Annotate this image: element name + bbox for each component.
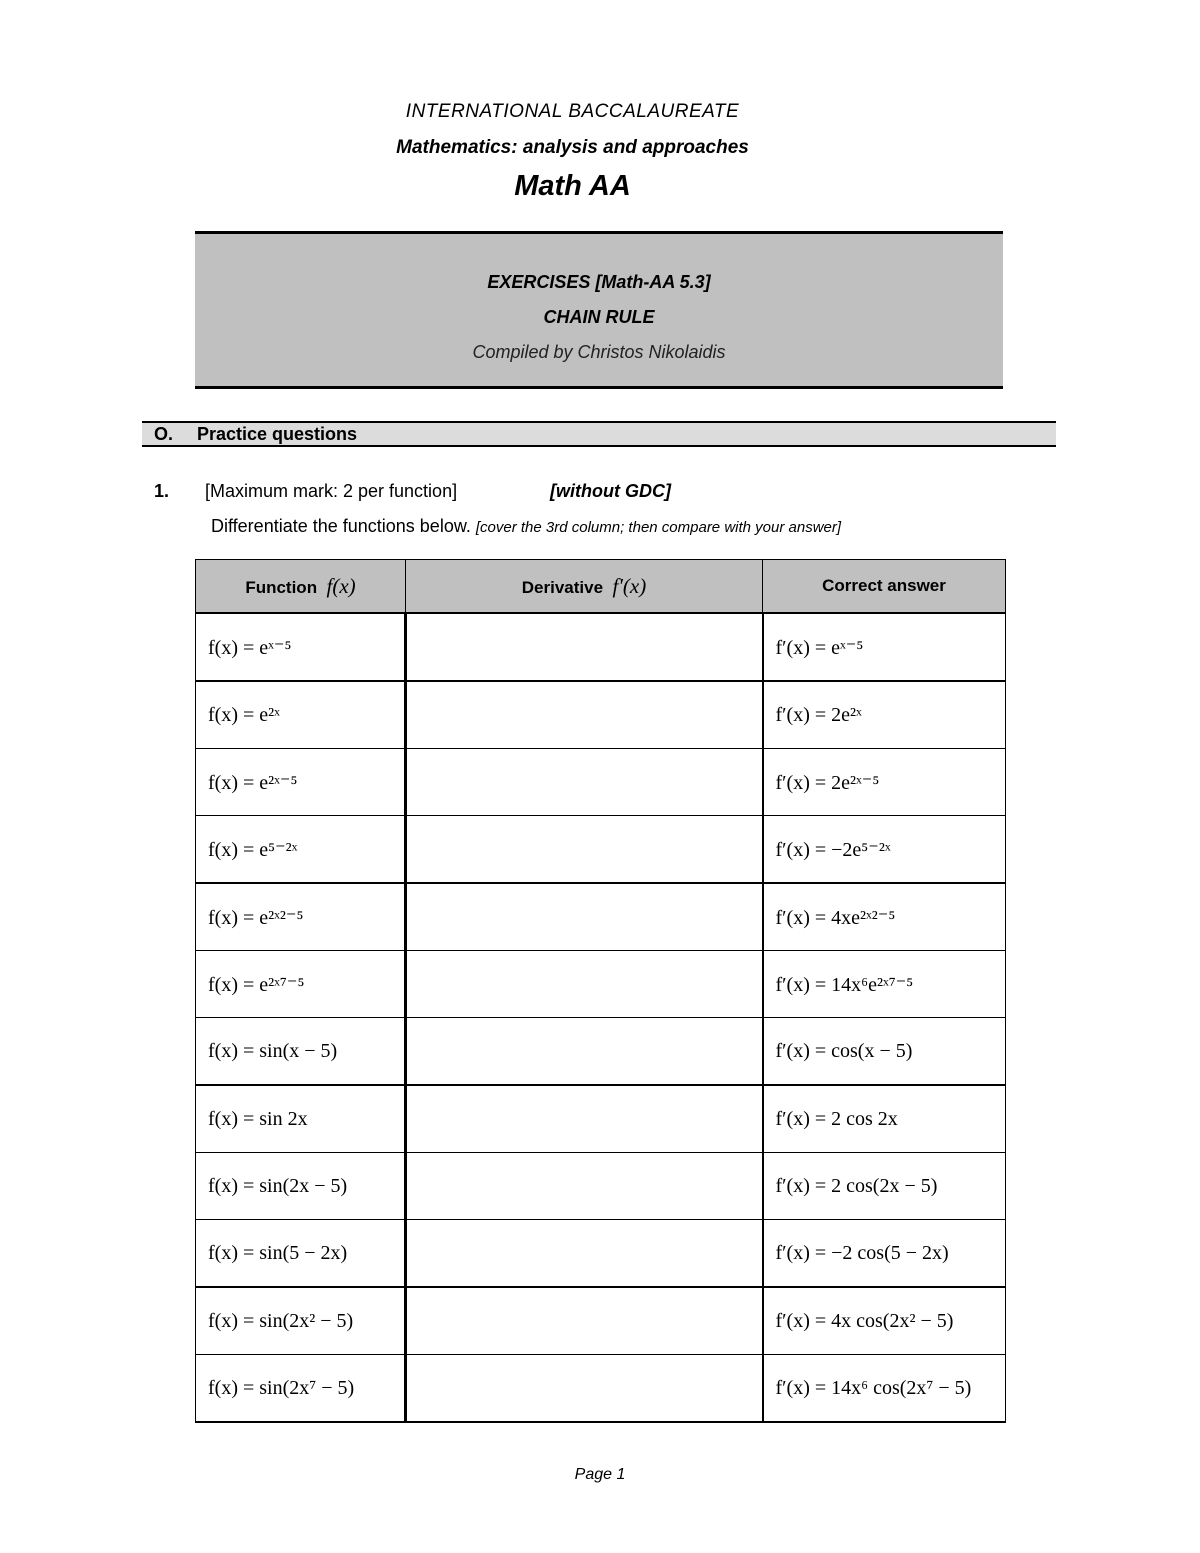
table-row: [196, 816, 1006, 884]
question-instruction: [211, 516, 841, 537]
header-function-label: Function: [245, 577, 318, 597]
table-row: [196, 1355, 1006, 1423]
derivative-answer-cell[interactable]: [406, 749, 763, 816]
function-cell: f(x) = sin 2x: [196, 1085, 406, 1153]
header-derivative-math: f′(x): [612, 573, 647, 598]
exercise-table: [195, 559, 1006, 1423]
correct-answer-cell: f′(x) = 4xe²ˣ²⁻⁵: [763, 883, 1006, 951]
instruction-note: [cover the 3rd column; then compare with your answer]: [475, 519, 842, 536]
table-row: [196, 1085, 1006, 1153]
section-title: Practice questions: [197, 424, 358, 444]
question-marks: [Maximum mark: 2 per function]: [205, 481, 458, 501]
table-row: [196, 681, 1006, 749]
table-row: [196, 1153, 1006, 1220]
header-ib: INTERNATIONAL BACCALAUREATE: [405, 101, 740, 122]
correct-answer-cell: f′(x) = −2 cos(5 − 2x): [763, 1220, 1006, 1288]
correct-answer-cell: f′(x) = 14x⁶ cos(2x⁷ − 5): [763, 1355, 1006, 1423]
derivative-answer-cell[interactable]: [406, 1085, 763, 1153]
title-box-exercises: EXERCISES [Math-AA 5.3]: [487, 272, 711, 292]
table-header-row: [196, 560, 1006, 614]
table-row: [196, 951, 1006, 1018]
function-cell: f(x) = e⁵⁻²ˣ: [196, 816, 406, 884]
function-cell: f(x) = e²ˣ⁻⁵: [196, 749, 406, 816]
table-row: [196, 1018, 1006, 1086]
section-number: O.: [154, 424, 174, 444]
function-cell: f(x) = e²ˣ²⁻⁵: [196, 883, 406, 951]
header-function-math: f(x): [326, 573, 356, 598]
function-cell: f(x) = eˣ⁻⁵: [196, 613, 406, 681]
table-row: [196, 1287, 1006, 1355]
derivative-answer-cell[interactable]: [406, 613, 763, 681]
function-cell: f(x) = sin(x − 5): [196, 1018, 406, 1086]
derivative-answer-cell[interactable]: [406, 816, 763, 884]
correct-answer-cell: f′(x) = 2e²ˣ⁻⁵: [763, 749, 1006, 816]
title-box: [195, 231, 1003, 389]
correct-answer-cell: f′(x) = −2e⁵⁻²ˣ: [763, 816, 1006, 884]
correct-answer-cell: f′(x) = 2 cos 2x: [763, 1085, 1006, 1153]
page-number: Page 1: [574, 1466, 626, 1483]
derivative-answer-cell[interactable]: [406, 681, 763, 749]
function-cell: f(x) = e²ˣ: [196, 681, 406, 749]
table-row: [196, 613, 1006, 681]
table-row: [196, 749, 1006, 816]
correct-answer-cell: f′(x) = 14x⁶e²ˣ⁷⁻⁵: [763, 951, 1006, 1018]
correct-answer-cell: f′(x) = 2e²ˣ: [763, 681, 1006, 749]
header-title: Math AA: [514, 170, 631, 202]
header-function: [196, 560, 406, 614]
correct-answer-cell: f′(x) = 2 cos(2x − 5): [763, 1153, 1006, 1220]
function-cell: f(x) = sin(2x⁷ − 5): [196, 1355, 406, 1423]
title-box-author: Compiled by Christos Nikolaidis: [472, 342, 726, 362]
header-subject: Mathematics: analysis and approaches: [396, 137, 749, 158]
header-answer: Correct answer: [763, 560, 1006, 614]
section-heading: [142, 421, 1056, 447]
derivative-answer-cell[interactable]: [406, 951, 763, 1018]
correct-answer-cell: f′(x) = eˣ⁻⁵: [763, 613, 1006, 681]
question-number: 1.: [154, 481, 170, 501]
function-cell: f(x) = sin(5 − 2x): [196, 1220, 406, 1288]
function-cell: f(x) = sin(2x² − 5): [196, 1287, 406, 1355]
question-gdc: [without GDC]: [550, 481, 671, 501]
derivative-answer-cell[interactable]: [406, 883, 763, 951]
correct-answer-cell: f′(x) = 4x cos(2x² − 5): [763, 1287, 1006, 1355]
header-derivative: [406, 560, 763, 614]
function-cell: f(x) = e²ˣ⁷⁻⁵: [196, 951, 406, 1018]
instruction-text: Differentiate the functions below.: [211, 516, 471, 536]
table-row: [196, 1220, 1006, 1288]
title-box-topic: CHAIN RULE: [543, 307, 655, 327]
header-derivative-label: Derivative: [521, 577, 604, 597]
correct-answer-cell: f′(x) = cos(x − 5): [763, 1018, 1006, 1086]
derivative-answer-cell[interactable]: [406, 1220, 763, 1288]
table-row: [196, 883, 1006, 951]
derivative-answer-cell[interactable]: [406, 1287, 763, 1355]
function-cell: f(x) = sin(2x − 5): [196, 1153, 406, 1220]
derivative-answer-cell[interactable]: [406, 1018, 763, 1086]
derivative-answer-cell[interactable]: [406, 1355, 763, 1423]
derivative-answer-cell[interactable]: [406, 1153, 763, 1220]
